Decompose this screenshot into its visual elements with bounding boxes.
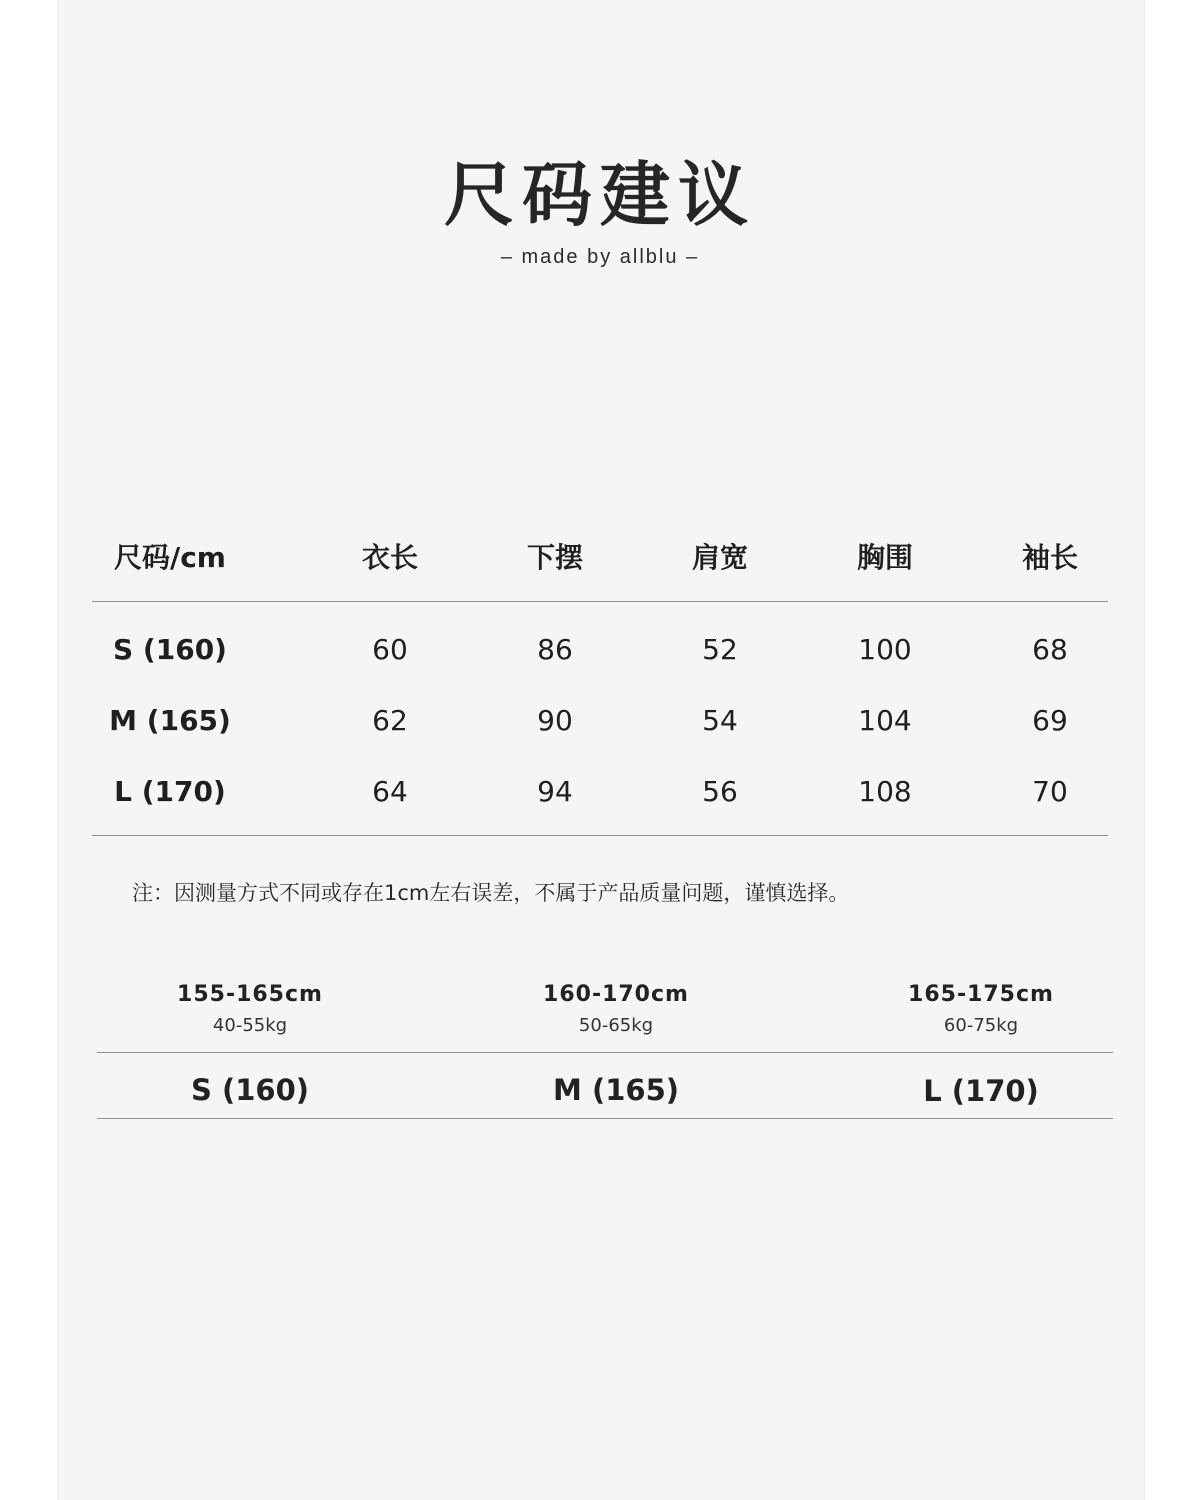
recommend-height: 165-175cm xyxy=(908,982,1054,1007)
recommend-top-divider xyxy=(97,1052,1113,1053)
table-header-divider xyxy=(92,601,1108,602)
recommend-size: S (160) xyxy=(190,1073,310,1107)
recommend-weight: 50-65kg xyxy=(578,1015,654,1036)
table-header-size: 尺码/cm xyxy=(113,541,226,574)
recommend-size: M (165) xyxy=(553,1073,679,1107)
table-cell: 69 xyxy=(1032,704,1068,737)
recommend-bottom-divider xyxy=(97,1118,1113,1119)
table-cell: 56 xyxy=(702,775,738,808)
table-cell: 68 xyxy=(1032,633,1068,666)
page-subtitle: – made by allblu – xyxy=(500,246,700,268)
recommend-height: 155-165cm xyxy=(177,982,323,1007)
table-cell: 90 xyxy=(537,704,573,737)
measurement-note: 注：因测量方式不同或存在1cm左右误差，不属于产品质量问题，谨慎选择。 xyxy=(132,881,850,905)
table-cell: 70 xyxy=(1032,775,1068,808)
recommend-weight: 40-55kg xyxy=(212,1015,288,1036)
table-cell: 62 xyxy=(372,704,408,737)
table-bottom-divider xyxy=(92,835,1108,836)
table-cell: 60 xyxy=(372,633,408,666)
table-cell-size: L (170) xyxy=(114,775,226,808)
table-cell: 100 xyxy=(858,633,912,666)
table-cell-size: M (165) xyxy=(109,704,231,737)
page-title: 尺码建议 xyxy=(444,154,756,236)
table-cell: 54 xyxy=(702,704,738,737)
table-cell: 94 xyxy=(537,775,573,808)
table-cell: 52 xyxy=(702,633,738,666)
table-header-length: 衣长 xyxy=(361,541,418,574)
table-cell: 64 xyxy=(372,775,408,808)
table-cell: 104 xyxy=(858,704,912,737)
table-cell-size: S (160) xyxy=(113,633,227,666)
table-header-shoulder: 肩宽 xyxy=(691,541,748,574)
table-header-sleeve: 袖长 xyxy=(1021,541,1078,574)
recommend-height: 160-170cm xyxy=(543,982,689,1007)
table-header-chest: 胸围 xyxy=(856,541,913,574)
recommend-size: L (170) xyxy=(923,1074,1039,1108)
table-header-hem: 下摆 xyxy=(526,541,583,574)
table-cell: 108 xyxy=(858,775,912,808)
recommend-weight: 60-75kg xyxy=(943,1015,1019,1036)
table-cell: 86 xyxy=(537,633,573,666)
